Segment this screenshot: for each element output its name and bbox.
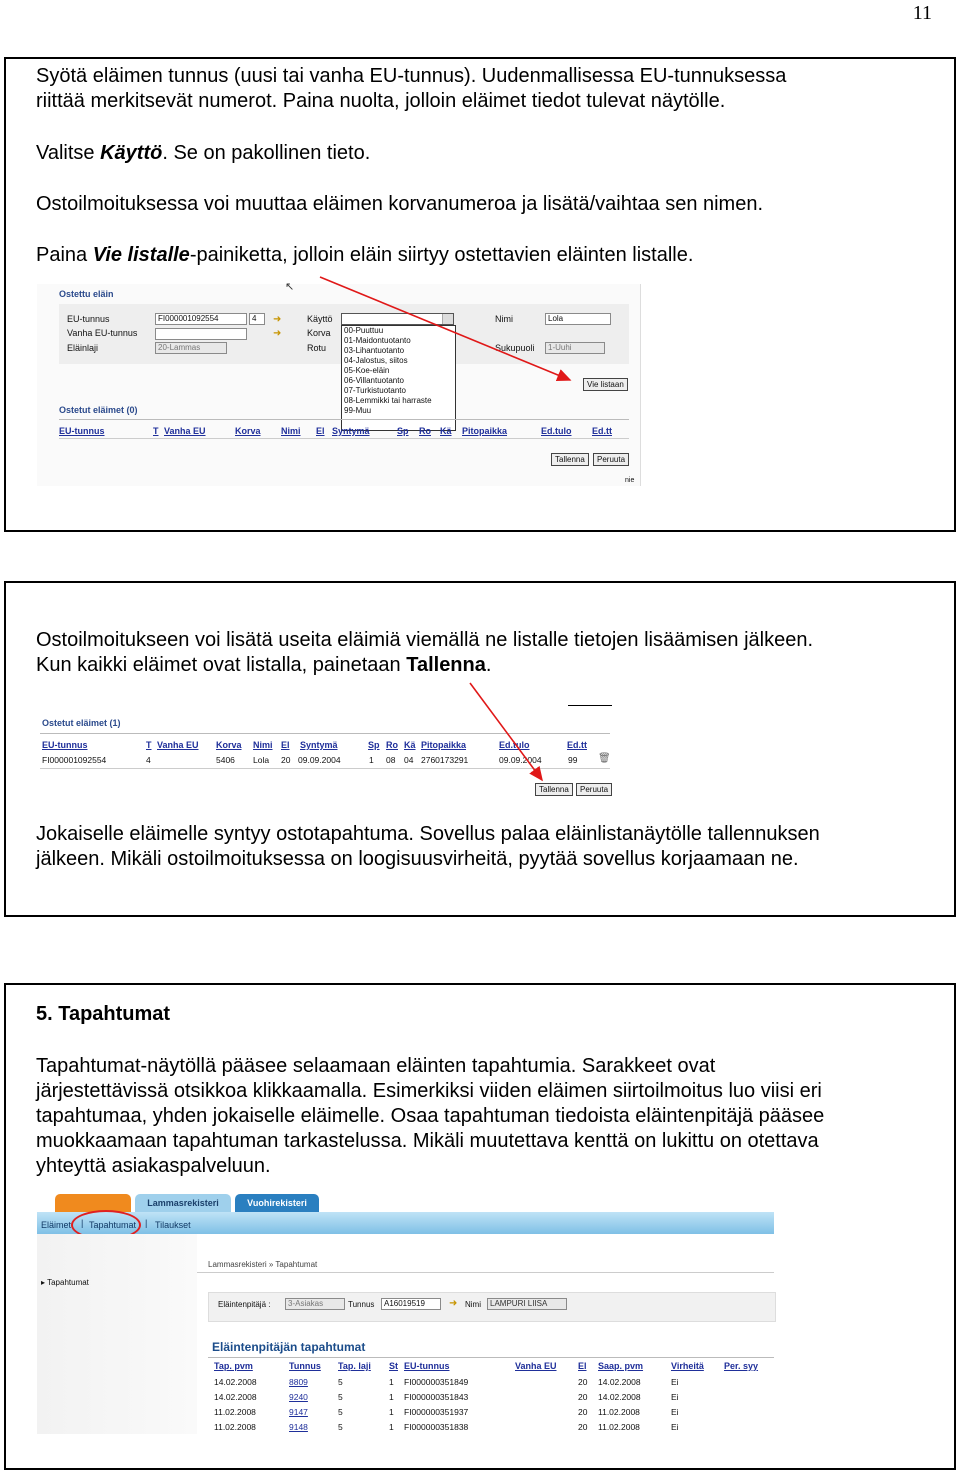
cell: 14.02.2008 (598, 1392, 641, 1402)
cell: 11.02.2008 (598, 1422, 640, 1432)
col-el[interactable]: El (316, 426, 325, 436)
text: . Se on pakollinen tieto. (162, 142, 371, 164)
col-eu-tunnus[interactable]: EU-tunnus (59, 426, 105, 436)
menu-elaimet[interactable]: Eläimet (41, 1220, 72, 1230)
cell: 5 (338, 1422, 343, 1432)
option[interactable]: 00-Puuttuu (344, 326, 384, 335)
col-pitopaikka[interactable]: Pitopaikka (462, 426, 508, 436)
col-tunnus[interactable]: Tunnus (289, 1361, 321, 1371)
tab-label: Lammasrekisteri (147, 1198, 219, 1208)
corner-text: nie (625, 477, 635, 484)
cell: 99 (568, 755, 578, 765)
cell: 1 (389, 1407, 394, 1417)
col-syntyma[interactable]: Syntymä (300, 740, 338, 750)
col-nimi[interactable]: Nimi (281, 426, 301, 436)
col-korva[interactable]: Korva (216, 740, 242, 750)
col-el[interactable]: El (281, 740, 290, 750)
option[interactable]: 99-Muu (344, 406, 372, 415)
paragraph-line: Ostoilmoitukseen voi lisätä useita eläimiä viemällä ne listalle tietojen lisäämisen jälkeen. (36, 629, 814, 651)
kaytto-term: Käyttö (100, 142, 163, 164)
annotation-arrow-2 (470, 683, 542, 780)
paragraph-line: jälkeen. Mikäli ostoilmoituksessa on loogisuusvirheitä, pyytää sovellus korjaamaan ne. (36, 848, 799, 870)
eu-tunnus-check[interactable]: 4 (249, 313, 265, 325)
cell: Lola (253, 755, 270, 765)
cell: 14.02.2008 (214, 1377, 257, 1387)
option[interactable]: 01-Maidontuotanto (344, 336, 411, 345)
menu-tapahtumat[interactable]: Tapahtumat (89, 1220, 137, 1230)
col-ed-tt[interactable]: Ed.tt (592, 426, 612, 436)
cell: 04 (404, 755, 414, 765)
side-item-tapahtumat[interactable]: ▸ Tapahtumat (41, 1278, 89, 1287)
cell: 20 (281, 755, 291, 765)
cell: 14.02.2008 (598, 1377, 641, 1387)
option[interactable]: 06-Villantuotanto (344, 376, 404, 385)
col-nimi[interactable]: Nimi (253, 740, 273, 750)
tallenna-term: Tallenna (406, 654, 486, 676)
option[interactable]: 08-Lemmikki tai harraste (344, 396, 432, 405)
cell: 1 (369, 755, 374, 765)
elaintenpitaja-select[interactable]: 3-Asiakas (285, 1298, 345, 1310)
cell: Ei (671, 1422, 679, 1432)
fetch-arrow-icon[interactable]: ➜ (449, 1298, 458, 1309)
cell: 5 (338, 1377, 343, 1387)
cell: 11.02.2008 (214, 1422, 256, 1432)
cell: 4 (146, 755, 151, 765)
col-syntyma[interactable]: Syntymä (332, 426, 370, 436)
text: Valitse (36, 142, 101, 164)
col-t[interactable]: T (153, 426, 159, 436)
nimi-input[interactable]: Lola (545, 313, 611, 325)
col-tap-pvm[interactable]: Tap. pvm (214, 1361, 253, 1371)
cell: FI000000351937 (404, 1407, 469, 1417)
cell[interactable]: 9148 (289, 1422, 308, 1432)
col-korva[interactable]: Korva (235, 426, 261, 436)
paragraph-line: muokkaamaan tapahtuman tarkastelussa. Mikäli muutettava kenttä on lukittu on otettava (36, 1130, 819, 1152)
table-title: Eläintenpitäjän tapahtumat (212, 1340, 366, 1354)
label-vanha-eu: Vanha EU-tunnus (67, 328, 138, 338)
elainlaji-select[interactable]: 20-Lammas (155, 342, 227, 354)
paragraph-line: Syötä eläimen tunnus (uusi tai vanha EU-tunnus). Uudenmallisessa EU-tunnuksessa (36, 65, 787, 87)
col-ed-tulo[interactable]: Ed.tulo (541, 426, 572, 436)
col-virheita[interactable]: Virheitä (671, 1361, 704, 1371)
col-t[interactable]: T (146, 740, 152, 750)
tallenna-button[interactable]: Tallenna (535, 783, 573, 796)
cell: FI000000351843 (404, 1392, 469, 1402)
fetch-arrow-icon[interactable]: ➜ (273, 328, 282, 339)
label-rotu: Rotu (307, 343, 327, 353)
cell: Ei (671, 1392, 679, 1402)
label-korva: Korva (307, 328, 331, 338)
cell: Ei (671, 1377, 679, 1387)
col-ka[interactable]: Kä (440, 426, 452, 436)
tab-label: Vuohirekisteri (247, 1198, 307, 1208)
cell: 20 (578, 1407, 588, 1417)
cell: 09.09.2004 (499, 755, 542, 765)
cell: 14.02.2008 (214, 1392, 257, 1402)
vie-listaan-button[interactable]: Vie listaan (583, 378, 628, 391)
cell: Ei (671, 1407, 679, 1417)
option[interactable]: 07-Turkistuotanto (344, 386, 406, 395)
nimi-field: LAMPURI LIISA (487, 1298, 567, 1310)
peruuta-button[interactable]: Peruuta (593, 453, 629, 466)
form-title: Ostettu eläin (59, 289, 114, 299)
cell: 20 (578, 1377, 588, 1387)
label-nimi: Nimi (465, 1300, 481, 1309)
col-per-syy[interactable]: Per. syy (724, 1361, 759, 1371)
label-elaintenpitaja: Eläintenpitäjä : (218, 1300, 271, 1309)
paragraph-line: riittää merkitsevät numerot. Paina nuolta, jolloin eläimet tiedot tulevat näytölle. (36, 90, 726, 112)
col-saap-pvm[interactable]: Saap. pvm (598, 1361, 644, 1371)
col-ed-tt[interactable]: Ed.tt (567, 740, 587, 750)
cell[interactable]: 9240 (289, 1392, 308, 1402)
col-sp[interactable]: Sp (397, 426, 409, 436)
sukupuoli-select[interactable]: 1-Uuhi (545, 342, 605, 354)
cell[interactable]: 8809 (289, 1377, 308, 1387)
cell: FI000001092554 (42, 755, 107, 765)
cell: 20 (578, 1422, 588, 1432)
option[interactable]: 05-Koe-eläin (344, 366, 390, 375)
cell: 08 (386, 755, 396, 765)
trash-icon[interactable]: 🗑 (598, 753, 611, 764)
text: -painiketta, jolloin eläin siirtyy ostettavien eläinten listalle. (189, 244, 694, 266)
col-pitopaikka[interactable]: Pitopaikka (421, 740, 467, 750)
label-sukupuoli: Sukupuoli (495, 343, 535, 353)
cell: 5406 (216, 755, 235, 765)
col-vanha-eu[interactable]: Vanha EU (164, 426, 206, 436)
cell: 11.02.2008 (214, 1407, 256, 1417)
col-vanha-eu[interactable]: Vanha EU (515, 1361, 557, 1371)
col-eu-tunnus[interactable]: EU-tunnus (42, 740, 88, 750)
annotation-arrow-1 (320, 277, 570, 380)
screenshot-tapahtumat: Lammasrekisteri Vuohirekisteri Eläimet | Tapahtumat | Tilaukset Lammasrekisteri » Tapahtumat ▸ Tapahtumat Eläintenpitäjä : 3-Asiakas Tunnus A16019519 ➜ Nimi LAMPURI LIISA Eläintenpitäjän tapahtumat Tap. pvm Tunnus Tap. laji St EU-tunnus Vanha EU El Saap. pvm Virheitä Per. syy 14.02.2008 8809 5 1 FI000000351849 20 14.02.2008 Ei 14.02.2008 9240 5 1 FI000000351843 20 14.02.2008 Ei 11.02.2008 9147 5 1 FI000000351937 20 11.02.2008 Ei 11.02.2008 9148 5 1 FI000000351838 20 11.02.2008 Ei (37, 1190, 774, 1434)
tunnus-input[interactable]: A16019519 (381, 1298, 441, 1310)
eu-tunnus-input[interactable]: FI000001092554 (155, 313, 247, 325)
cell: 1 (389, 1392, 394, 1402)
col-ed-tulo[interactable]: Ed.tulo (499, 740, 530, 750)
vie-listalle-term: Vie listalle (92, 244, 190, 266)
col-vanha-eu[interactable]: Vanha EU (157, 740, 199, 750)
label-elainlaji: Eläinlaji (67, 343, 99, 353)
cell: 09.09.2004 (298, 755, 341, 765)
cell: 1 (389, 1377, 394, 1387)
ostetut-title: Ostetut eläimet (0) (59, 405, 138, 415)
cell: 5 (338, 1392, 343, 1402)
col-sp[interactable]: Sp (368, 740, 380, 750)
text: . (485, 654, 492, 676)
page-number: 11 (912, 2, 932, 24)
cell: 11.02.2008 (598, 1407, 640, 1417)
col-st[interactable]: St (389, 1361, 398, 1371)
breadcrumb: Lammasrekisteri » Tapahtumat (208, 1260, 318, 1269)
cell: 1 (389, 1422, 394, 1432)
col-tap-laji[interactable]: Tap. laji (338, 1361, 371, 1371)
option[interactable]: 03-Lihantuotanto (344, 346, 405, 355)
paragraph-line: tapahtumaa, yhden jokaiselle eläimelle. Osaa tapahtuman tiedoista eläintenpitäjä pääsee (36, 1105, 825, 1127)
cell[interactable]: 9147 (289, 1407, 308, 1417)
col-ka[interactable]: Kä (404, 740, 416, 750)
option[interactable]: 04-Jalostus, siitos (344, 356, 408, 365)
menu-tilaukset[interactable]: Tilaukset (155, 1220, 191, 1230)
label-kaytto: Käyttö (307, 314, 333, 324)
paragraph-line: yhteyttä asiakaspalveluun. (36, 1155, 271, 1177)
text: Paina (36, 244, 93, 266)
fetch-arrow-icon[interactable]: ➜ (273, 314, 282, 325)
col-el[interactable]: El (578, 1361, 587, 1371)
label-tunnus: Tunnus (348, 1300, 375, 1309)
paragraph-line: järjestettävissä otsikkoa klikkaamalla. Esimerkiksi viiden eläimen siirtoilmoitus luo viisi eri (36, 1080, 822, 1102)
peruuta-button[interactable]: Peruuta (576, 783, 612, 796)
text: Kun kaikki eläimet ovat listalla, painetaan (36, 654, 407, 676)
cell: 20 (578, 1392, 588, 1402)
label-eu-tunnus: EU-tunnus (67, 314, 110, 324)
cell: 5 (338, 1407, 343, 1417)
cursor-icon: ↖ (285, 281, 295, 293)
col-ro[interactable]: Ro (419, 426, 431, 436)
col-ro[interactable]: Ro (386, 740, 398, 750)
cell: FI000000351849 (404, 1377, 469, 1387)
section-heading: 5. Tapahtumat (36, 1003, 171, 1025)
side-item-label: Tapahtumat (47, 1278, 89, 1287)
tallenna-button[interactable]: Tallenna (551, 453, 589, 466)
ostetut-title: Ostetut eläimet (1) (42, 718, 121, 728)
col-eu-tunnus[interactable]: EU-tunnus (404, 1361, 450, 1371)
cell: FI000000351838 (404, 1422, 469, 1432)
paragraph-line: Tapahtumat-näytöllä pääsee selaamaan eläinten tapahtumia. Sarakkeet ovat (36, 1055, 716, 1077)
label-nimi: Nimi (495, 314, 513, 324)
cell: 2760173291 (421, 755, 469, 765)
ostoilmoitus-paragraph: Ostoilmoituksessa voi muuttaa eläimen korvanumeroa ja lisätä/vaihtaa sen nimen. (36, 193, 764, 215)
paragraph-line: Jokaiselle eläimelle syntyy ostotapahtuma. Sovellus palaa eläinlistanäytölle tallennuksen (36, 823, 820, 845)
